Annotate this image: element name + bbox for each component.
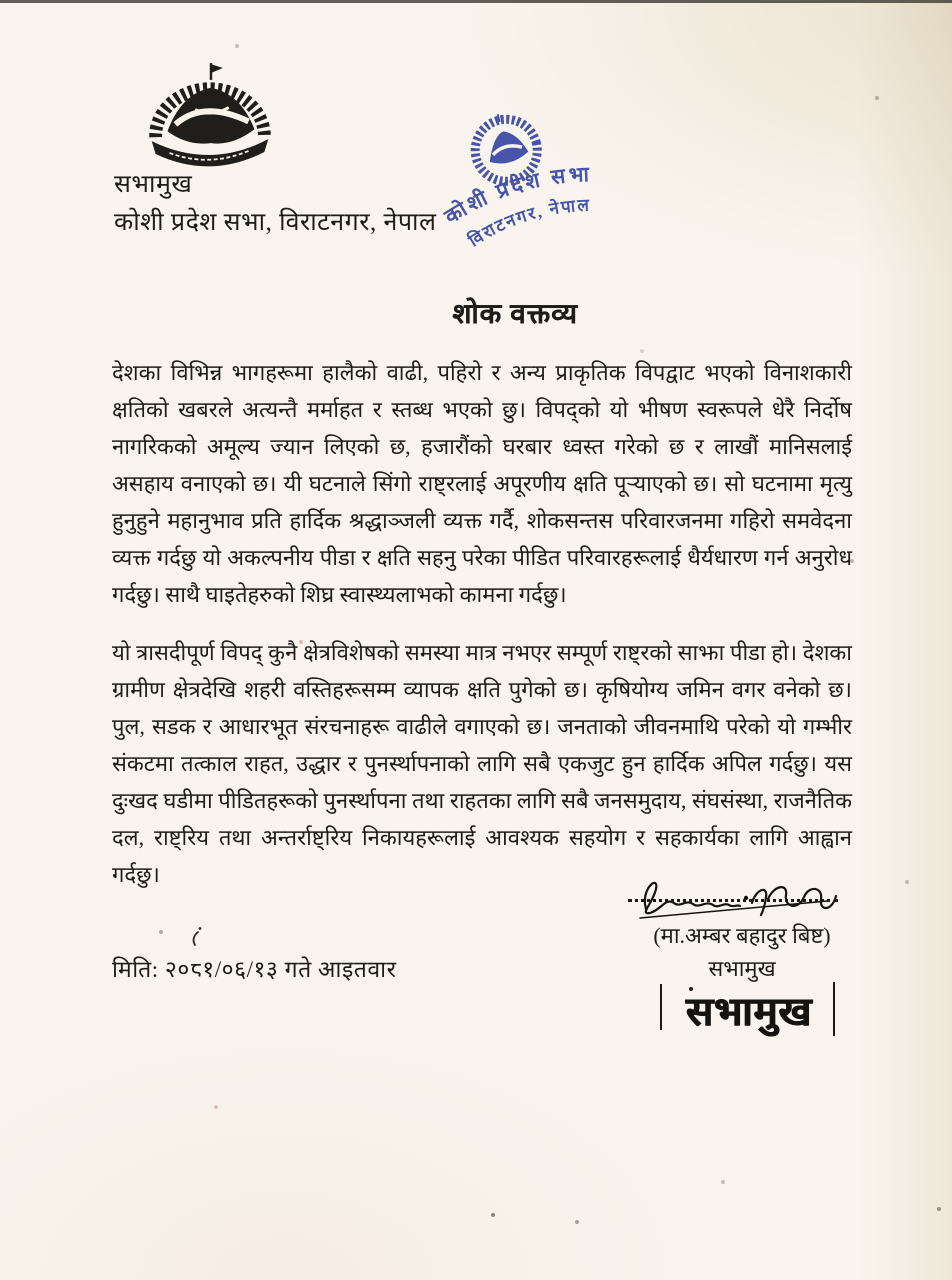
date-line: मिति: २०८१/०६/१३ गते आइतवार [112,957,397,982]
speaker-stamp-left-bar [660,984,662,1030]
signatory-name: (मा.अम्बर बहादुर बिष्ट) [653,923,831,948]
letter-body [112,354,852,893]
paper-specks [0,0,2,2]
signatory-designation: सभामुख [708,956,776,981]
official-round-stamp [401,81,630,284]
paragraph-2: यो त्रासदीपूर्ण विपद् कुनै क्षेत्रविशेषको समस्या मात्र नभएर सम्पूर्ण राष्ट्रको साझा पीडा हो। देशका ग्रामीण क्षेत्रदेखि शहरी वस्तिहरूसम्म व्यापक क्षति पुगेको छ। कृषियोग्य जमिन वगर वनेको छ। पुल, सडक र आधारभूत संरचनाहरू वाढीले वगाएको छ। जनताको जीवनमाथि परेको यो गम्भीर संकटमा तत्काल राहत, उद्धार र पुनर्स्थापनाको लागि सबै एकजुट हुन हार्दिक अपिल गर्दछु। यस दुःखद घडीमा पीडितहरूको पुनर्स्थापना तथा राहतका लागि सबै जनसमुदाय, संघसंस्था, राजनैतिक दल, राष्ट्रिय तथा अन्तर्राष्ट्रिय निकायहरूलाई आवश्यक सहयोग र सहकार्यका लागि आह्वान गर्दछु। [112,640,852,887]
stamp-line2: विराटनगर, नेपाल [465,195,592,251]
org-subtitle: कोशी प्रदेश सभा, विराटनगर, नेपाल [114,209,437,236]
paragraph-1: देशका विभिन्न भागहरूमा हालैको वाढी, पहिरो र अन्य प्राकृतिक विपद्वाट भएको विनाशकारी क्षतिको खबरले अत्यन्तै मर्माहत र स्तब्ध भएको छु। विपद्को यो भीषण स्वरूपले धेरै निर्दोष नागरिकको अमूल्य ज्यान लिएको छ, हजारौंको घरबार ध्वस्त गरेको छ र लाखौं मानिसलाई असहाय वनाएको छ। यी घटनाले सिंगो राष्ट्रलाई अपूरणीय क्षति पूऱ्याएको छ। सो घटनामा मृत्यु हुनुहुने महानुभाव प्रति हार्दिक श्रद्धाञ्जली व्यक्त गर्दै, शोकसन्तस परिवारजनमा गहिरो समवेदना व्यक्त गर्दछु यो अकल्पनीय पीडा र क्षति सहनु परेका पीडित परिवारहरूलाई धैर्यधारण गर्न अनुरोध गर्दछु। साथै घाइतेहरुको शिघ्र स्वास्थ्यलाभको कामना गर्दछु। [112,360,852,607]
handwritten-tick-mark [188,926,206,948]
koshi-province-emblem-icon [126,50,294,174]
scan-edge [0,0,952,3]
letter-title: शोक वक्तव्य [452,299,578,330]
speaker-stamp-text: सभामुख [686,989,813,1034]
speaker-stamp-right-bar [833,982,835,1036]
svg-text:कोशी प्रदेश सभा [435,152,599,231]
signature-dotted-line [628,880,838,902]
org-title: सभामुख [114,171,193,198]
stamp-line1: कोशी प्रदेश सभा [440,162,593,229]
